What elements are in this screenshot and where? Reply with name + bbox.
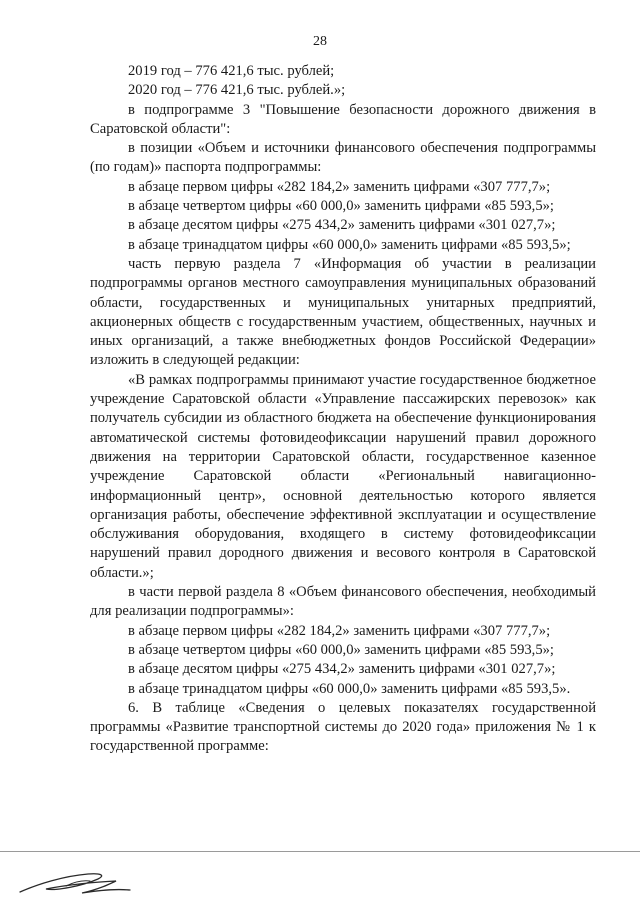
paragraph-section-7-text: «В рамках подпрограммы принимают участие государственное бюджетное учреждение Саратовской области «Управление пассажирских перевозок» как получатель субсидии из областного бюджета на обеспечение функционирования автоматической системы фотовидеофиксации нарушений правил дорожного движения на территории Саратовской области, государственное казенное учреждение Саратовской области «Региональный навигационно-информационный центр», основной деятельностью которого является организация работы, обеспечение эффективной эксплуатации и осуществление обслуживания оборудования, входящего в систему фотовидеофиксации нарушений правил дородного движения и весового контроля в Саратовской области.»;	[90, 371, 596, 581]
paragraph-amend-7: в абзаце десятом цифры «275 434,2» заменить цифрами «301 027,7»;	[128, 661, 556, 678]
paragraph-amend-3: в абзаце десятом цифры «275 434,2» заменить цифрами «301 027,7»;	[128, 217, 556, 234]
footer-divider	[0, 851, 640, 852]
paragraph-section-8: в части первой раздела 8 «Объем финансового обеспечения, необходимый для реализации подпрограммы»:	[90, 584, 596, 620]
paragraph-amend-2: в абзаце четвертом цифры «60 000,0» заменить цифрами «85 593,5»;	[128, 198, 554, 215]
paragraph-year-2019: 2019 год – 776 421,6 тыс. рублей;	[128, 63, 335, 79]
paragraph-amend-1: в абзаце первом цифры «282 184,2» заменить цифрами «307 777,7»;	[128, 178, 551, 195]
paragraph-amend-4: в абзаце тринадцатом цифры «60 000,0» заменить цифрами «85 593,5»;	[128, 236, 571, 253]
paragraph-year-2020: 2020 год – 776 421,6 тыс. рублей.»;	[128, 82, 346, 99]
paragraph-amend-5: в абзаце первом цифры «282 184,2» заменить цифрами «307 777,7»;	[128, 622, 551, 639]
page-number: 28	[313, 34, 327, 49]
paragraph-subprogram-3: в подпрограмме 3 "Повышение безопасности дорожного движения в Саратовской области":	[90, 101, 596, 137]
paragraph-amend-8: в абзаце тринадцатом цифры «60 000,0» заменить цифрами «85 593,5».	[128, 680, 571, 697]
paragraph-amend-6: в абзаце четвертом цифры «60 000,0» заменить цифрами «85 593,5»;	[128, 641, 554, 658]
handwritten-signature	[16, 864, 136, 900]
document-body	[90, 62, 596, 757]
paragraph-passport-position: в позиции «Объем и источники финансового обеспечения подпрограммы (по годам)» паспорта подпрограммы:	[90, 140, 596, 176]
paragraph-section-7: часть первую раздела 7 «Информация об участии в реализации подпрограммы органов местного самоуправления муниципальных образований области, государственных и муниципальных унитарных предприятий, акционерных обществ с государственным участием, общественных, научных и иных организаций, а также внебюджетных фондов Российской Федерации» изложить в следующей редакции:	[90, 255, 596, 369]
paragraph-item-6: 6. В таблице «Сведения о целевых показателях государственной программы «Развитие транспортной системы до 2020 года» приложения № 1 к государственной программе:	[90, 699, 596, 755]
